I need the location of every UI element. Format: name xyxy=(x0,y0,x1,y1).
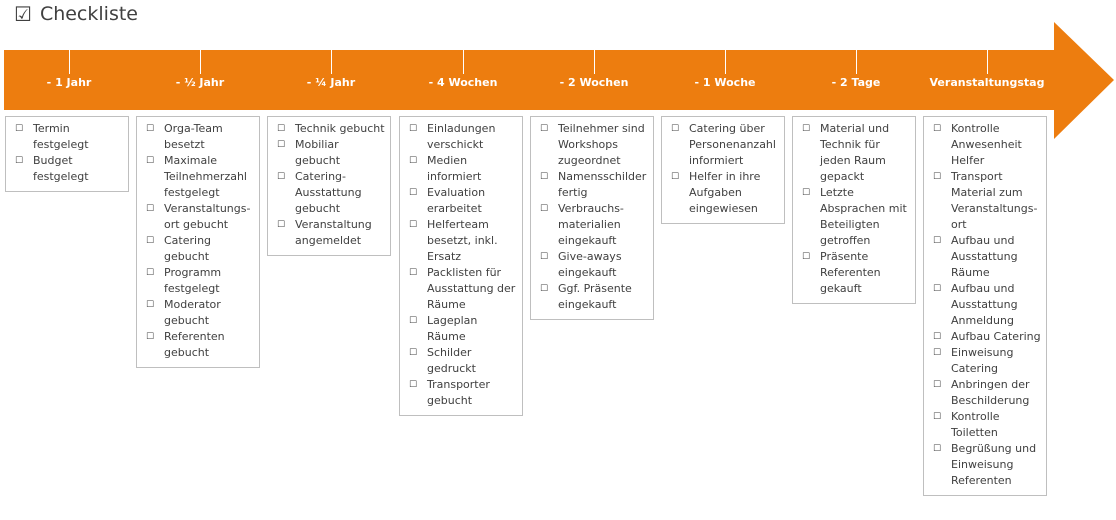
checkbox-empty-icon: ☐ xyxy=(15,124,24,134)
checklist-item-label: Helfer in ihre Aufgaben eingewiesen xyxy=(689,170,761,215)
checklist-item xyxy=(15,121,124,153)
checkbox-empty-icon: ☐ xyxy=(277,140,286,150)
timeline-tick xyxy=(200,50,201,74)
checklist-item-label: Transporter gebucht xyxy=(427,378,490,407)
checklist-item-label: Orga-Team besetzt xyxy=(164,122,223,151)
checklist-item xyxy=(933,329,1042,345)
checklist-item xyxy=(540,281,649,313)
checklist-item-label: Einweisung Catering xyxy=(951,346,1014,375)
checklist-item xyxy=(277,217,386,249)
checklist-item xyxy=(409,217,518,265)
checkbox-empty-icon: ☐ xyxy=(933,444,942,454)
checklist-item-label: Referenten gebucht xyxy=(164,330,225,359)
checkbox-empty-icon: ☐ xyxy=(146,156,155,166)
checklist-item-label: Mobiliar gebucht xyxy=(295,138,341,167)
checklist-item-label: Veranstaltungs-ort gebucht xyxy=(164,202,251,231)
checklist-item xyxy=(146,153,255,201)
checkbox-empty-icon: ☐ xyxy=(802,252,811,262)
phase-checklist-box xyxy=(923,116,1047,496)
checklist-item-label: Einladungen verschickt xyxy=(427,122,496,151)
checklist-item xyxy=(409,153,518,185)
phase-label: - 2 Tage xyxy=(831,76,881,89)
phase-checklist-box xyxy=(136,116,260,368)
phase-checklist-box xyxy=(530,116,654,320)
checkbox-empty-icon: ☐ xyxy=(933,236,942,246)
checklist-item-label: Moderator gebucht xyxy=(164,298,221,327)
checklist-item xyxy=(802,121,911,185)
checklist-item xyxy=(146,121,255,153)
checklist-item-label: Maximale Teilnehmerzahl festgelegt xyxy=(164,154,247,199)
checkbox-empty-icon: ☐ xyxy=(540,172,549,182)
timeline-tick xyxy=(463,50,464,74)
checklist-item xyxy=(802,249,911,297)
checklist-item xyxy=(409,265,518,313)
checkbox-empty-icon: ☐ xyxy=(146,236,155,246)
checkbox-empty-icon: ☐ xyxy=(146,204,155,214)
phase-label: - 2 Wochen xyxy=(559,76,629,89)
checklist-item xyxy=(409,345,518,377)
checkbox-empty-icon: ☐ xyxy=(540,284,549,294)
checklist-item xyxy=(146,297,255,329)
checklist-item xyxy=(409,185,518,217)
checklist-item xyxy=(933,281,1042,329)
checklist-item xyxy=(933,377,1042,409)
timeline-tick xyxy=(725,50,726,74)
checkbox-checked-icon: ☑ xyxy=(14,2,32,26)
checklist-item xyxy=(933,233,1042,281)
phase-label: - 4 Wochen xyxy=(428,76,498,89)
checkbox-empty-icon: ☐ xyxy=(409,188,418,198)
checklist-item-label: Helferteam besetzt, inkl. Ersatz xyxy=(427,218,498,263)
checklist-item-label: Kontrolle Toiletten xyxy=(951,410,1000,439)
checkbox-empty-icon: ☐ xyxy=(15,156,24,166)
checkbox-empty-icon: ☐ xyxy=(540,252,549,262)
timeline-tick xyxy=(856,50,857,74)
timeline-tick xyxy=(331,50,332,74)
checkbox-empty-icon: ☐ xyxy=(409,316,418,326)
checklist-item-label: Aufbau und Ausstattung Anmeldung xyxy=(951,282,1018,327)
checklist-item-label: Medien informiert xyxy=(427,154,482,183)
phase-label: Veranstaltungstag xyxy=(929,76,1045,89)
checklist-item xyxy=(15,153,124,185)
checklist-item xyxy=(671,169,780,217)
phase-label: - ¼ Jahr xyxy=(306,76,356,89)
checkbox-empty-icon: ☐ xyxy=(933,124,942,134)
checklist-item-label: Transport Material zum Veranstaltungs-ort xyxy=(951,170,1038,231)
checklist-item xyxy=(409,313,518,345)
checklist-item-label: Evaluation erarbeitet xyxy=(427,186,486,215)
checkbox-empty-icon: ☐ xyxy=(409,220,418,230)
checklist-item-label: Catering gebucht xyxy=(164,234,212,263)
checklist-item-label: Begrüßung und Einweisung Referenten xyxy=(951,442,1037,487)
checklist-item xyxy=(277,137,386,169)
checklist-item-label: Budget festgelegt xyxy=(33,154,89,183)
checklist-item xyxy=(933,121,1042,169)
phase-checklist-box xyxy=(661,116,785,224)
checklist-item xyxy=(933,409,1042,441)
checklist-item xyxy=(540,169,649,201)
checkbox-empty-icon: ☐ xyxy=(146,332,155,342)
checklist-item-label: Verbrauchs-materialien eingekauft xyxy=(558,202,624,247)
checkbox-empty-icon: ☐ xyxy=(933,172,942,182)
checkbox-empty-icon: ☐ xyxy=(671,124,680,134)
checkbox-empty-icon: ☐ xyxy=(540,204,549,214)
checklist-item-label: Kontrolle Anwesenheit Helfer xyxy=(951,122,1022,167)
checklist-item-label: Präsente Referenten gekauft xyxy=(820,250,881,295)
phase-checklist-box xyxy=(267,116,391,256)
checklist-item xyxy=(277,121,386,137)
checklist-item xyxy=(933,169,1042,233)
checklist-item-label: Teilnehmer sind Workshops zugeordnet xyxy=(558,122,645,167)
checklist-item xyxy=(671,121,780,169)
checklist-item xyxy=(146,201,255,233)
checkbox-empty-icon: ☐ xyxy=(409,268,418,278)
checkbox-empty-icon: ☐ xyxy=(277,124,286,134)
checklist-item xyxy=(146,329,255,361)
checklist-item xyxy=(540,249,649,281)
checklist-item-label: Give-aways eingekauft xyxy=(558,250,622,279)
checklist-item-label: Letzte Absprachen mit Beteiligten getroffen xyxy=(820,186,907,247)
checklist-item-label: Catering über Personenanzahl informiert xyxy=(689,122,776,167)
checkbox-empty-icon: ☐ xyxy=(146,124,155,134)
checklist-item-label: Material und Technik für jeden Raum gepackt xyxy=(820,122,890,183)
checklist-item xyxy=(409,121,518,153)
checkbox-empty-icon: ☐ xyxy=(146,268,155,278)
checkbox-empty-icon: ☐ xyxy=(277,172,286,182)
checkbox-empty-icon: ☐ xyxy=(409,380,418,390)
timeline-tick xyxy=(987,50,988,74)
timeline-tick xyxy=(594,50,595,74)
checklist-item-label: Anbringen der Beschilderung xyxy=(951,378,1030,407)
checkbox-empty-icon: ☐ xyxy=(540,124,549,134)
checklist-item-label: Namensschilder fertig xyxy=(558,170,647,199)
phase-checklist-box xyxy=(792,116,916,304)
phase-label: - 1 Jahr xyxy=(46,76,92,89)
checkbox-empty-icon: ☐ xyxy=(409,348,418,358)
checklist-item xyxy=(146,265,255,297)
checkbox-empty-icon: ☐ xyxy=(933,380,942,390)
phase-label: - 1 Woche xyxy=(694,76,756,89)
timeline-tick xyxy=(69,50,70,74)
checkbox-empty-icon: ☐ xyxy=(146,300,155,310)
checklist-item-label: Aufbau und Ausstattung Räume xyxy=(951,234,1018,279)
page-title-text: Checkliste xyxy=(39,3,138,25)
checkbox-empty-icon: ☐ xyxy=(933,332,942,342)
checklist-item xyxy=(933,441,1042,489)
checklist-item-label: Ggf. Präsente eingekauft xyxy=(558,282,632,311)
checkbox-empty-icon: ☐ xyxy=(933,284,942,294)
checklist-item-label: Aufbau Catering xyxy=(951,330,1041,343)
checklist-item xyxy=(409,377,518,409)
checklist-item xyxy=(277,169,386,217)
checkbox-empty-icon: ☐ xyxy=(802,124,811,134)
checklist-item-label: Programm festgelegt xyxy=(164,266,222,295)
checkbox-empty-icon: ☐ xyxy=(277,220,286,230)
phase-checklist-box xyxy=(399,116,523,416)
checkbox-empty-icon: ☐ xyxy=(409,156,418,166)
checklist-item xyxy=(540,201,649,249)
checklist-item-label: Schilder gedruckt xyxy=(427,346,476,375)
checklist-item xyxy=(802,185,911,249)
checkbox-empty-icon: ☐ xyxy=(933,348,942,358)
checklist-item xyxy=(146,233,255,265)
phase-label: - ½ Jahr xyxy=(175,76,225,89)
checkbox-empty-icon: ☐ xyxy=(409,124,418,134)
checklist-item-label: Termin festgelegt xyxy=(33,122,89,151)
checklist-item-label: Lageplan Räume xyxy=(427,314,478,343)
checklist-item-label: Veranstaltung angemeldet xyxy=(295,218,372,247)
phase-checklist-box xyxy=(5,116,129,192)
checkbox-empty-icon: ☐ xyxy=(671,172,680,182)
checkbox-empty-icon: ☐ xyxy=(933,412,942,422)
checklist-item-label: Catering-Ausstattung gebucht xyxy=(295,170,362,215)
checklist-item xyxy=(540,121,649,169)
checkbox-empty-icon: ☐ xyxy=(802,188,811,198)
checklist-item-label: Packlisten für Ausstattung der Räume xyxy=(427,266,516,311)
checklist-item-label: Technik gebucht xyxy=(295,122,385,135)
checklist-item xyxy=(933,345,1042,377)
